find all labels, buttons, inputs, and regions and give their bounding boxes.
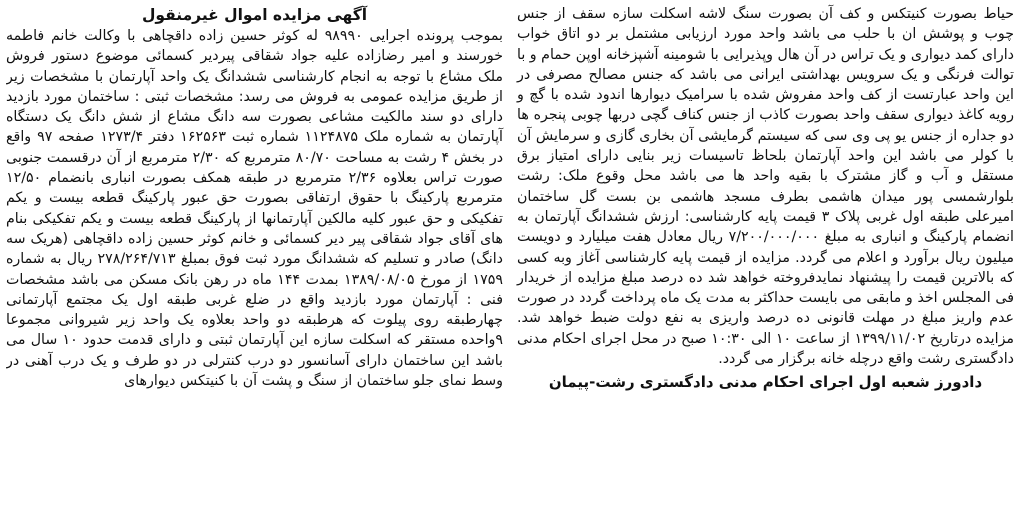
notice-column-right: [6, 4, 505, 508]
notice-body-right: بموجب پرونده اجرایی ۹۸۹۹۰ له کوثر حسین زاده داقچاهی با وکالت خانم فاطمه خورسند و امیر رضازاده علیه جواد شقاقی پیردیر کسمائی موضوع دستور فروش ملک مشاع با توجه به انجام کارشناسی ششدانگ یک واحد آپارتمان با مشخصات زیر از طریق مزایده عمومی به فروش می رسد: مشخصات ثبتی : ساختمان مورد بازدید دارای دو سند مالکیت مشاعی بصورت سه دانگ مشاع از شش دانگ یک دستگاه آپارتمان به شماره ملک ۱۱۲۴۸۷۵ شماره ثبت ۱۶۲۵۶۳ دفتر ۱۲۷۳/۴ صفحه ۹۷ واقع در بخش ۴ رشت به مساحت ۸۰/۷۰ مترمربع که ۲/۳۰ مترمربع از آن درقسمت جنوبی صورت تراس بعلاوه ۲/۳۶ مترمربع در طبقه همکف بصورت انباری بانضمام ۱۲/۵۰ مترمربع پارکینگ با حقوق ارتفاقی بصورت حق عبور پارکینگ قطعه بیست و یکم تفکیکی و حق عبور کلیه مالکین آپارتمانها از پارکینگ قطعه بیست و یکم تفکیکی بنام های آقای جواد شقاقی پیر دیر کسمائی و خانم کوثر حسین زاده داقچاهی (هریک سه دانگ) صادر و تسلیم که ششدانگ مورد ثبت فوق بمبلغ ۲۷۸/۲۶۴/۷۱۳ ریال به شماره ۱۷۵۹ از مورخ ۱۳۸۹/۰۸/۰۵ بمدت ۱۴۴ ماه در رهن بانک مسکن می باشد مشخصات فنی : آپارتمان مورد بازدید واقع در ضلع غربی طبقه اول یک مجتمع آپارتمانی چهارطبقه روی پیلوت که هرطبقه دو واحد بعلاوه یک واحد زیر شیروانی مجموعا ۹واحده مستقر که اسکلت سازه این آپارتمان ثبتی و دارای قدمت حدود ۱۰ سال می باشد این ساختمان دارای آسانسور دو درب کنترلی در دو طرف و یک درب آهنی در وسط نمای جلو ساختمان از سنگ و پشت آن با کنیتکس دیوارهای: [6, 28, 504, 390]
notice-column-left: [515, 4, 1014, 508]
notice-title: آگهی مزایده اموال غیرمنقول: [141, 6, 368, 24]
notice-signature: دادورز شعبه اول اجرای احکام مدنی دادگستری رشت-پیمان: [548, 373, 983, 392]
notice-body-left: حیاط بصورت کنیتکس و کف آن بصورت سنگ لاشه اسکلت سازه سقف از جنس چوب و پوشش ان با حلب می باشد واحد مورد ارزیابی مشتمل بر دو اتاق خواب دارای کمد دیواری و یک تراس در آن هال وپذیرایی با شومینه آشپزخانه اوپن حمام و با توالت فرنگی و یک سرویس بهداشتی ایرانی می باشد که جنس مصالح مصرفی در این واحد عبارتست از کف واحد مفروش شده با سرامیک دیوارها اندود شده با گچ و رویه کاغذ دیواری سقف واحد بصورت کاذب از جنس کناف گچی دربها چوبی پنجره ها دو جداره از جنس یو پی وی سی که سیستم گرمایشی آن بخاری گازی و سرمایش آن با کولر می باشد این واحد آپارتمان بلحاظ تاسیسات زیر بنایی دارای امتیاز برق مستقل و آب و گاز مشترک با بقیه واحد ها می باشد محل وقوع ملک: رشت بلوارشمسی پور میدان هاشمی بطرف مسجد هاشمی بن بست گل ساختمان امیرعلی طبقه اول غربی پلاک ۳ قیمت پایه کارشناسی: ارزش ششدانگ آپارتمان به انضمام پارکینگ و انباری به مبلغ ۷/۲۰۰/۰۰۰/۰۰۰ ریال معادل هفت میلیارد و دویست میلیون ریال برآورد و اعلام می گردد. مزایده از قیمت پایه کارشناسی آغاز وبه کسی که بالاترین قیمت را پیشنهاد نمایدفروخته خواهد شد ده درصد مبلغ مزایده از خریدار فی المجلس اخذ و مابقی می بایست حداکثر به مدت یک ماه پرداخت گردد در صورت عدم واریز مبلغ در مهلت قانونی ده درصد واریزی به نفع دولت ضبط خواهد شد. مزایده درتاریخ ۱۳۹۹/۱۱/۰۲ از ساعت ۱۰ الی ۱۰:۳۰ صبح در محل اجرای احکام مدنی دادگستری رشت واقع درچله خانه برگزار می گردد.: [517, 6, 1014, 368]
